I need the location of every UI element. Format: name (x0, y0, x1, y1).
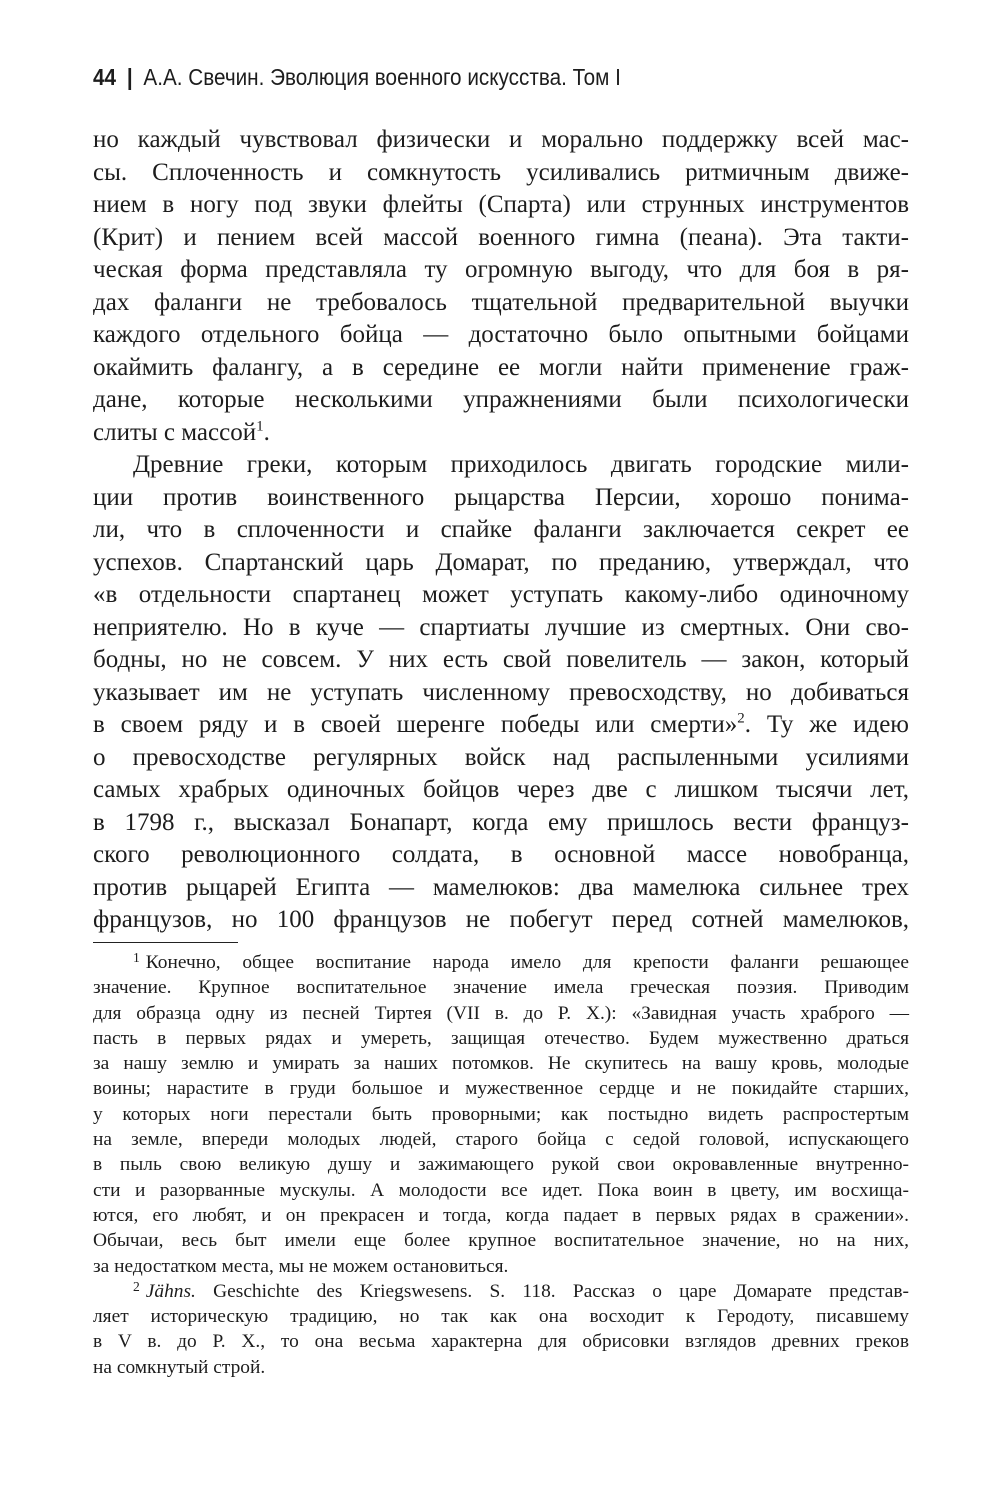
footnote-line: в пыль свою великую душу и зажимающего рукой свои окровавленные внутренно- (93, 1154, 909, 1176)
text-line: дах фаланги не требовалось тщательной предварительной выучки (93, 288, 909, 316)
footnote-divider (93, 942, 238, 943)
text-line: успехов. Спартанский царь Домарат, по преданию, утверждал, что (93, 548, 909, 576)
running-head (93, 62, 831, 92)
footnote-line: на сомкнутый строй. (93, 1356, 266, 1378)
header-separator: | (126, 64, 133, 90)
text-fragment: . (263, 418, 270, 446)
text-line: дане, которые несколькими упражнениями были психологически (93, 386, 909, 413)
footnote-number-2: 2 (133, 1278, 140, 1294)
footnotes (93, 950, 909, 1380)
text-line: ции против воинственного рыцарства Персии, хорошо понима- (93, 483, 909, 511)
text-line (93, 417, 909, 450)
text-line: самых храбрых одиночных бойцов через две с лишком тысячи лет, (93, 776, 909, 803)
footnote-line (93, 950, 909, 975)
main-text (93, 124, 909, 937)
footnote-line: Обычаи, весь быт имели еще более крупное воспитательное значение, но на них, (93, 1230, 909, 1252)
text-line: в 1798 г., высказал Бонапарт, когда ему пришлось вести француз- (93, 808, 909, 836)
text-line: ли, что в сплоченности и спайке фаланги заключается секрет ее (93, 516, 909, 543)
text-line: бодны, но не совсем. У них есть свой повелитель — закон, который (93, 646, 909, 673)
text-line: против рыцарей Египта — мамелюков: два мамелюка сильнее трех (93, 873, 909, 901)
text-line (93, 709, 909, 742)
text-line: французов, но 100 французов не побегут перед сотней мамелюков, (93, 906, 909, 933)
footnote-line: за нашу землю и умирать за наших потомков. Не скупитесь на вашу кровь, молодые (93, 1053, 909, 1075)
cited-author: Jähns. (145, 1280, 196, 1302)
text-fragment: слиты с массой (93, 418, 257, 446)
footnote-line: ются, его любят, и он прекрасен и тогда, когда падает в первых рядах в сражении». (93, 1204, 909, 1226)
footnote-number-1: 1 (133, 949, 140, 965)
text-line: нием в ногу под звуки флейты (Спарта) или струнных инструментов (93, 191, 909, 218)
page-number: 44 (93, 64, 117, 90)
text-line: неприятелю. Но в куче — спартиаты лучшие из смертных. Они сво- (93, 613, 909, 641)
footnote-ref-2[interactable]: 2 (737, 710, 745, 727)
footnote-line: у которых ноги перестали быть проворными; как постыдно видеть распростертым (93, 1103, 909, 1125)
text-line: о превосходстве регулярных войск над распыленными усилиями (93, 743, 909, 771)
text-line: (Крит) и пением всей массой военного гимна (пеана). Эта такти- (93, 223, 909, 251)
footnote-line (93, 1279, 909, 1304)
footnote-line: ляет историческую традицию, но так как она восходит к Геродоту, писавшему (93, 1306, 909, 1328)
text-line: Древние греки, которым приходилось двигать городские мили- (133, 451, 909, 478)
footnote-line: в V в. до Р. Х., то она весьма характерна для обрисовки взглядов древних греков (93, 1331, 909, 1353)
footnote-line: значение. Крупное воспитательное значение имела греческая поэзия. Приводим (93, 977, 909, 999)
text-line: ческая форма представляла ту огромную выгоду, что для боя в ря- (93, 256, 909, 283)
text-line: указывает им не уступать численному превосходству, но добиваться (93, 678, 909, 706)
footnote-line: воины; нарастите в груди большое и мужественное сердце и не покидайте старших, (93, 1078, 909, 1100)
footnote-line: за недостатком места, мы не можем остановиться. (93, 1255, 509, 1277)
footnote-line: для образца одну из песней Тиртея (VII в. до Р. Х.): «Завидная участь храброго — (93, 1002, 909, 1024)
running-title: А.А. Свечин. Эволюция военного искусства. Том I (143, 64, 621, 90)
footnote-line: на земле, впереди молодых людей, старого бойца с седой головой, испускающего (93, 1129, 909, 1151)
text-fragment: Geschichte des Kriegswesens. S. 118. Рассказ о царе Домарате представ- (195, 1280, 909, 1302)
text-line: «в отдельности спартанец может уступать какому-либо одиночному (93, 581, 909, 608)
text-line: каждого отдельного бойца — достаточно было опытными бойцами (93, 321, 909, 348)
footnote-ref-1[interactable]: 1 (256, 417, 264, 434)
text-line: окаймить фалангу, а в середине ее могли найти применение граж- (93, 353, 909, 381)
footnote-line: сти и разорванные мускулы. А молодости все идет. Пока воин в цвету, им восхища- (93, 1179, 909, 1201)
text-line: но каждый чувствовал физически и морально поддержку всей мас- (93, 126, 909, 153)
text-line: ского революционного солдата, в основной массе новобранца, (93, 841, 909, 868)
text-line: сы. Сплоченность и сомкнутость усиливались ритмичным движе- (93, 158, 909, 186)
text-fragment: в своем ряду и в своей шеренге победы или смерти» (93, 711, 738, 738)
text-fragment: . Ту же идею (744, 711, 909, 738)
text-fragment: Конечно, общее воспитание народа имело для крепости фаланги решающее (145, 952, 909, 973)
footnote-line: пасть в первых рядах и умереть, защищая отечество. Будем мужественно драться (93, 1027, 909, 1049)
